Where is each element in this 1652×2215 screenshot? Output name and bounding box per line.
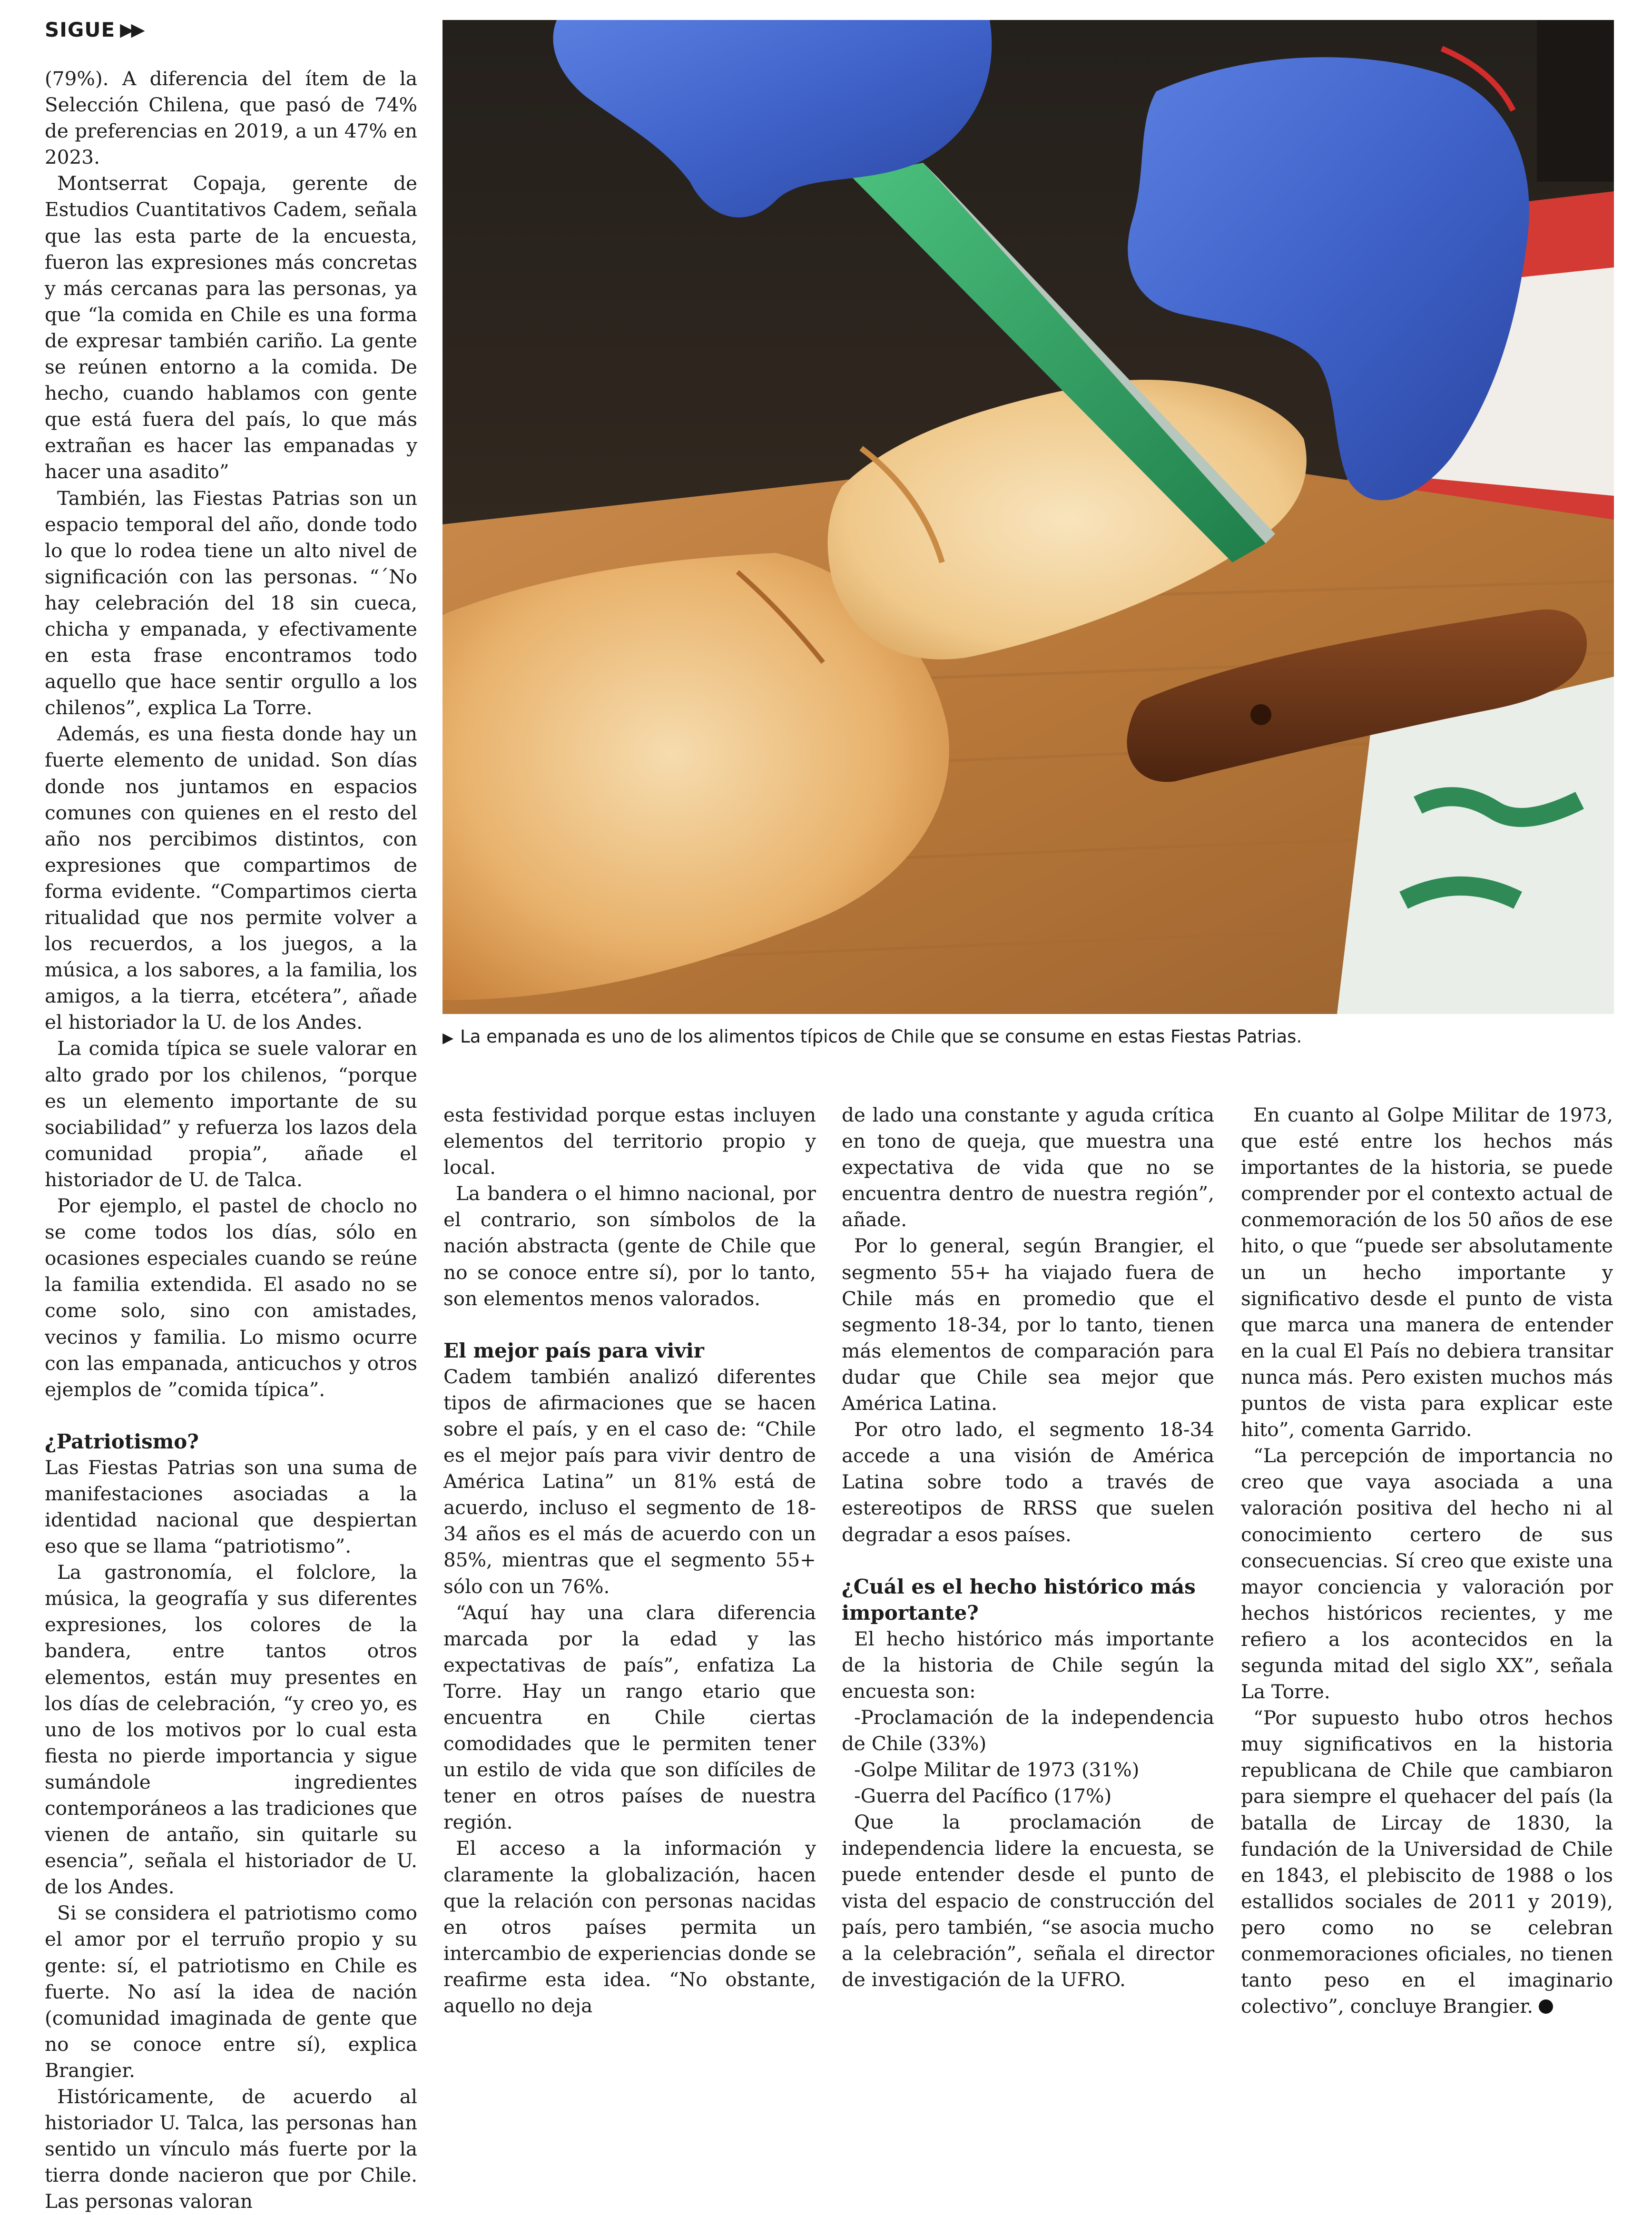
photo-caption [442,1022,1614,1052]
article-column-1 [45,66,417,2215]
paragraph: Por lo general, según Brangier, el segmento 55+ ha viajado fuera de Chile más en promedio que el segmento 18-34, por lo tanto, tienen más elementos de comparación para dudar que Chile sea mejor que América Latina. [842,1234,1214,1415]
paragraph: Por ejemplo, el pastel de choclo no se come todos los días, sólo en ocasiones especiales cuando se reúne la familia extendida. El asado no se come solo, sino con amistades, vecinos y familia. Lo mismo ocurre con las empanada, anticuchos y otros ejemplos de ”comida típica”. [45,1194,417,1401]
list-item: -Proclamación de la independencia de Chile (33%) [842,1705,1214,1755]
paragraph: (79%). A diferencia del ítem de la Selección Chilena, que pasó de 74% de preferencias en 2019, a un 47% en 2023. [45,67,417,169]
paragraph: Que la proclamación de independencia lidere la encuesta, se puede entender desde el punto de vista del espacio de construcción del país, pero también, “se asocia mucho a la celebración”, señala el director de investigación de la UFRO. [842,1811,1214,1991]
paragraph: Por otro lado, el segmento 18-34 accede a una visión de América Latina sobre todo a través de estereotipos de RRSS que suelen degradar a esos países. [842,1418,1214,1546]
paragraph: La gastronomía, el folclore, la música, la geografía y sus diferentes expresiones, los colores de la bandera, entre tantos otros elementos, están muy presentes en los días de celebración, “y creo yo, es uno de los motivos por lo cual esta fiesta no pierde importancia y sigue sumándole ingredientes contemporáneos a las tradiciones que vienen de antaño, sin quitarle su esencia”, señala el historiador de U. de los Andes. [45,1561,417,1899]
caption-triangle-icon: ▶ [442,1030,454,1046]
paragraph: “La percepción de importancia no creo que vaya asociada a una valoración positiva del hecho ni al conocimiento certero de sus consecuencias. Sí creo que existe una mayor conciencia y valoración por hechos históricos recientes, y me refiero a los acontecidos en la segunda mitad del siglo XX”, señala La Torre. [1241,1444,1613,1703]
paragraph: En cuanto al Golpe Militar de 1973, que esté entre los hechos más importantes de la historia, se puede comprender por el contexto actual de conmemoración de los 50 años de ese hito, o que “puede ser absolutamente un un hecho importante y significativo desde el punto de vista que marca una manera de entender en la cual El País no debiera transitar nunca más. Pero existen muchos más puntos de vista para explicar este hito”, comenta Garrido. [1241,1103,1613,1441]
article-column-3 [842,1102,1214,1993]
subheading-patriotismo: ¿Patriotismo? [45,1429,199,1453]
closing-paragraph-text: “Por supuesto hubo otros hechos muy significativos en la historia republicana de Chile que cambiaron para siempre el quehacer del país (la batalla de Lircay de 1830, la fundación de la Universidad de Chile en 1843, el plebiscito de 1988 o los estallidos sociales de 2011 y 2019), pero como no se celebran conmemoraciones oficiales, no tienen tanto peso en el imaginario colectivo”, concluye Brangier. [1241,1706,1613,2018]
paragraph: Montserrat Copaja, gerente de Estudios Cuantitativos Cadem, señala que las esta parte de la encuesta, fueron las expresiones más concretas y más cercanas para las personas, ya que “la comida en Chile es una forma de expresar también cariño. La gente se reúnen entorno a la comida. De hecho, cuando hablamos con gente que está fuera del país, lo que más extrañan es hacer las empanadas y hacer una asadito” [45,172,417,483]
paragraph: Si se considera el patriotismo como el amor por el terruño propio y su gente: sí, el patriotismo en Chile es fuerte. No así la idea de nación (comunidad imaginada de gente que no se conoce entre sí), explica Brangier. [45,1901,417,2082]
section-header [45,17,142,42]
list-item: -Golpe Militar de 1973 (31%) [854,1758,1140,1782]
paragraph: La bandera o el himno nacional, por el contrario, son símbolos de la nación abstracta (gente de Chile que no se conoce entre sí), por lo tanto, son elementos menos valorados. [443,1182,816,1310]
paragraph: “Aquí hay una clara diferencia marcada por la edad y las expectativas de país”, enfatiza La Torre. Hay un rango etario que encuentra en Chile ciertas comodidades que le permiten tener un estilo de vida que son difíciles de tener en otros países de nuestra región. [443,1601,816,1834]
paragraph [1241,1705,1613,2019]
sigue-label: SIGUE [45,18,116,41]
paragraph: El hecho histórico más importante de la historia de Chile según la encuesta son: [842,1627,1214,1703]
paragraph: de lado una constante y aguda crítica en tono de queja, que muestra una expectativa de vida que no se encuentra dentro de nuestra región”, añade. [842,1103,1214,1231]
list-item: -Guerra del Pacífico (17%) [854,1784,1112,1808]
paragraph: También, las Fiestas Patrias son un espacio temporal del año, donde todo lo que lo rodea tiene un alto nivel de significación con las personas. “´No hay celebración del 18 sin cueca, chicha y empanada, y efectivamente en esta frase encontramos todo aquello que hace sentir orgullo a los chilenos”, explica La Torre. [45,486,417,719]
subheading-hecho-historico: ¿Cuál es el hecho histórico más importante? [842,1575,1196,1624]
paragraph: Las Fiestas Patrias son una suma de manifestaciones asociadas a la identidad nacional que despiertan eso que se llama “patriotismo”. [45,1456,417,1558]
double-arrow-icon: ▶▶ [120,19,142,40]
article-column-2 [443,1102,816,2019]
paragraph: Históricamente, de acuerdo al historiador U. Talca, las personas han sentido un vínculo más fuerte por la tierra donde nacieron que por Chile. Las personas valoran [45,2085,417,2213]
paragraph: Además, es una fiesta donde hay un fuerte elemento de unidad. Son días donde nos juntamos en espacios comunes con quienes en el resto del año nos percibimos distintos, con expresiones que compartimos de forma evidente. “Compartimos cierta ritualidad que nos permite volver a los recuerdos, a los juegos, a la música, a los sabores, a la familia, los amigos, a la tierra, etcétera”, añade el historiador la U. de los Andes. [45,722,417,1034]
photo-caption-text: La empanada es uno de los alimentos típicos de Chile que se consume en estas Fiestas Patrias. [460,1026,1302,1047]
paragraph: esta festividad porque estas incluyen elementos del territorio propio y local. [443,1103,816,1179]
paragraph: La comida típica se suele valorar en alto grado por los chilenos, “porque es un elemento importante de su sociabilidad” y refuerza los lazos dela comunidad propia”, añade el historiador de U. de Talca. [45,1037,417,1191]
subheading-mejor-pais: El mejor país para vivir [443,1339,704,1362]
empanada-photo [442,20,1614,1014]
empanada-photo-illustration [442,20,1614,1014]
paragraph: El acceso a la información y claramente la globalización, hacen que la relación con personas nacidas en otros países permita un intercambio de experiencias donde se reafirme esta idea. “No obstante, aquello no deja [443,1837,816,2017]
article-column-4 [1241,1102,1613,2019]
paragraph: Cadem también analizó diferentes tipos de afirmaciones que se hacen sobre el país, y en el caso de: “Chile es el mejor país para vivir dentro de América Latina” un 81% está de acuerdo, incluso el segmento de 18-34 años es el más de acuerdo con un 85%, mientras que el segmento 55+ sólo con un 76%. [443,1365,816,1598]
end-mark-icon [1539,1999,1553,2014]
